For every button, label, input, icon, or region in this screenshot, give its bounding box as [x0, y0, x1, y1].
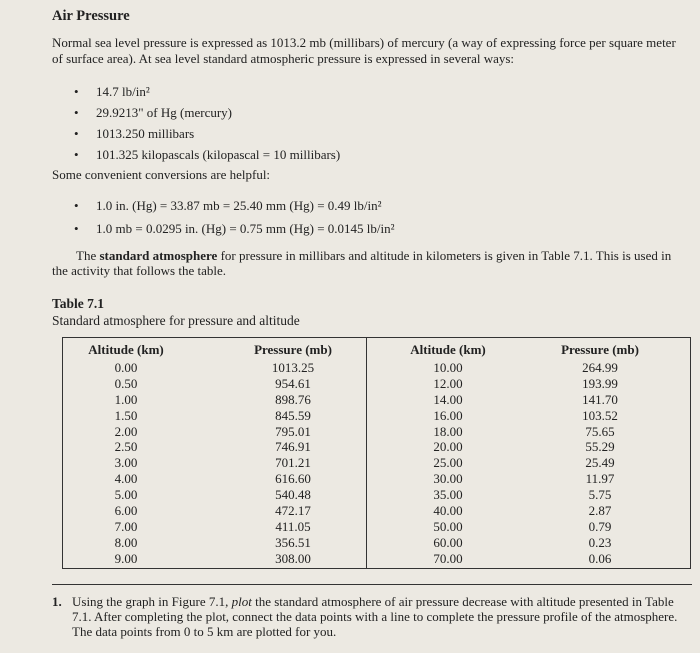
table-cell: 55.29 — [585, 439, 615, 455]
table-cell: 25.49 — [585, 455, 615, 471]
question-text-em: plot — [231, 594, 252, 609]
table-divider — [366, 337, 367, 569]
table-caption — [52, 295, 300, 329]
table-cell: 472.17 — [275, 503, 311, 519]
table-cell: 308.00 — [275, 550, 311, 566]
table-cell: 356.51 — [275, 534, 311, 550]
table-cell: 18.00 — [433, 423, 463, 439]
question-text — [52, 594, 692, 639]
table-cell: 141.70 — [582, 391, 618, 407]
table-cell: 30.00 — [433, 471, 463, 487]
table-cell: 70.00 — [433, 550, 463, 566]
table-cell: 103.52 — [582, 407, 618, 423]
question-1 — [52, 594, 692, 639]
table-cell: 20.00 — [433, 439, 463, 455]
table-cell: 1013.25 — [271, 359, 315, 375]
table-cell: 2.00 — [114, 423, 138, 439]
table-cell: 16.00 — [433, 407, 463, 423]
column-header: Altitude (km) — [410, 342, 486, 357]
list-item: • 1.0 mb = 0.0295 in. (Hg) = 0.75 mm (Hg) = 0.0145 lb/in² — [74, 217, 395, 240]
table-cell: 10.00 — [433, 359, 463, 375]
table-cell: 14.00 — [433, 391, 463, 407]
table-cell: 411.05 — [275, 518, 311, 534]
table-cell: 0.00 — [114, 359, 138, 375]
table-cell: 11.97 — [585, 471, 615, 487]
intro-paragraph: Normal sea level pressure is expressed as 1013.2 mb (millibars) of mercury (a way of expressing force per square meter of surface area). At sea level standard atmospheric pressure is expressed in several ways: — [52, 35, 676, 66]
column-header: Pressure (mb) — [254, 342, 332, 357]
para-text-pre: The — [76, 248, 100, 263]
table-cell: 540.48 — [275, 487, 311, 503]
column-header: Altitude (km) — [88, 342, 164, 357]
conversions-heading: Some convenient conversions are helpful: — [52, 167, 271, 182]
table-column-left-pressure — [238, 342, 348, 567]
table-column-left-altitude — [76, 342, 176, 567]
table-cell: 795.01 — [275, 423, 311, 439]
table-cell: 0.23 — [588, 534, 612, 550]
table-cell: 264.99 — [582, 359, 618, 375]
table-column-right-altitude — [398, 342, 498, 567]
table-cell: 616.60 — [275, 471, 311, 487]
conversions-list — [74, 194, 395, 240]
list-item: • 101.325 kilopascals (kilopascal = 10 millibars) — [74, 144, 340, 165]
list-item: • 1013.250 millibars — [74, 123, 340, 144]
table-cell: 2.87 — [588, 503, 612, 519]
table-cell: 6.00 — [114, 503, 138, 519]
section-divider — [52, 584, 692, 585]
standard-atmosphere-paragraph — [52, 248, 677, 278]
table-cell: 954.61 — [275, 375, 311, 391]
table-caption-text: Standard atmosphere for pressure and altitude — [52, 313, 300, 328]
table-cell: 0.06 — [588, 550, 612, 566]
table-cell: 845.59 — [275, 407, 311, 423]
table-cell: 3.00 — [114, 455, 138, 471]
table-cell: 40.00 — [433, 503, 463, 519]
para-bold-term: standard atmosphere — [99, 248, 218, 263]
table-cell: 898.76 — [275, 391, 311, 407]
list-item: • 1.0 in. (Hg) = 33.87 mb = 25.40 mm (Hg) = 0.49 lb/in² — [74, 194, 395, 217]
table-cell: 5.00 — [114, 487, 138, 503]
page-title: Air Pressure — [52, 8, 130, 24]
table-cell: 193.99 — [582, 375, 618, 391]
table-cell: 8.00 — [114, 534, 138, 550]
table-cell: 2.50 — [114, 439, 138, 455]
table-cell: 9.00 — [114, 550, 138, 566]
question-text-post: the standard atmosphere of air pressure decrease with altitude presented in Table 7.1. After completing the plot, connect the data points with a line to complete the pressure profile of the atmosphere. The data points from 0 to 5 km are plotted for you. — [72, 594, 678, 639]
table-cell: 701.21 — [275, 455, 311, 471]
list-item: • 14.7 lb/in² — [74, 81, 340, 102]
table-cell: 0.50 — [114, 375, 138, 391]
table-cell: 12.00 — [433, 375, 463, 391]
para-text-post: for pressure in millibars and altitude in kilometers is given in Table 7.1. This is used in the activity that follows the table. — [52, 248, 672, 278]
list-item: • 29.9213" of Hg (mercury) — [74, 102, 340, 123]
table-cell: 35.00 — [433, 487, 463, 503]
table-cell: 5.75 — [588, 487, 612, 503]
table-cell: 7.00 — [114, 518, 138, 534]
table-cell: 4.00 — [114, 471, 138, 487]
table-cell: 25.00 — [433, 455, 463, 471]
question-number: 1. — [52, 594, 62, 609]
table-cell: 0.79 — [588, 518, 612, 534]
table-cell: 746.91 — [275, 439, 311, 455]
table-number: Table 7.1 — [52, 296, 105, 311]
pressure-ways-list — [74, 81, 340, 165]
table-cell: 1.00 — [114, 391, 138, 407]
table-cell: 50.00 — [433, 518, 463, 534]
table-cell: 60.00 — [433, 534, 463, 550]
table-cell: 1.50 — [114, 407, 138, 423]
table-column-right-pressure — [545, 342, 655, 567]
table-cell: 75.65 — [585, 423, 615, 439]
question-text-pre: Using the graph in Figure 7.1, — [72, 594, 232, 609]
column-header: Pressure (mb) — [561, 342, 639, 357]
